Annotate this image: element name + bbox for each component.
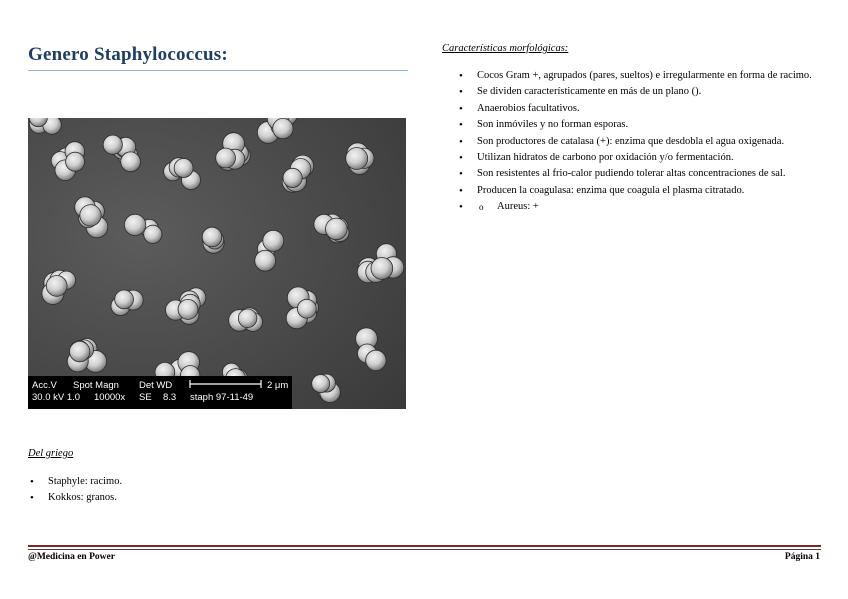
page-title: Genero Staphylococcus: bbox=[28, 44, 228, 65]
scale-wd-value: 8.3 bbox=[163, 392, 177, 403]
coccus-cell bbox=[103, 135, 122, 154]
list-item: • Producen la coagulasa: enzima que coagula el plasma citratado. bbox=[457, 183, 820, 199]
coccus-cell bbox=[312, 375, 330, 393]
list-item: • Son resistentes al frio-calor pudiendo tolerar altas concentraciones de sal. bbox=[457, 166, 820, 182]
coccus-cell bbox=[66, 152, 85, 171]
footer-rule bbox=[28, 545, 821, 547]
coccus-cell bbox=[46, 276, 67, 297]
scale-sample-id: staph 97-11-49 bbox=[190, 392, 254, 403]
coccus-cell bbox=[326, 218, 348, 240]
sub-list-container bbox=[457, 199, 820, 215]
coccus-cell bbox=[297, 299, 316, 318]
coccus-cell bbox=[115, 290, 134, 309]
coccus-cell bbox=[283, 168, 302, 187]
coccus-cell bbox=[124, 214, 145, 235]
title-underline bbox=[28, 70, 408, 71]
coccus-cell bbox=[178, 299, 198, 319]
list-item: • Utilizan hidratos de carbono por oxidación y/o fermentación. bbox=[457, 150, 820, 166]
list-item: • Se dividen característicamente en más de un plano (). bbox=[457, 84, 820, 100]
list-item: • Cocos Gram +, agrupados (pares, sueltos) e irregularmente en forma de racimo. bbox=[457, 68, 820, 84]
morph-list bbox=[457, 68, 820, 216]
scale-spot-magn-label: Spot Magn bbox=[73, 380, 119, 391]
coccus-cell bbox=[216, 148, 236, 168]
coccus-cell bbox=[346, 148, 368, 170]
coccus-cell bbox=[238, 309, 257, 328]
morph-heading: Características morfológicas: bbox=[442, 43, 569, 54]
coccus-cell bbox=[70, 341, 90, 361]
page-number: Página 1 bbox=[784, 552, 820, 562]
coccus-cell bbox=[121, 152, 141, 172]
list-item: • Son productores de catalasa (+): enzima que desdobla el agua oxigenada. bbox=[457, 134, 820, 150]
footer-rule-thin bbox=[28, 549, 821, 550]
coccus-cell bbox=[273, 118, 293, 138]
staphylococcus-micrograph bbox=[28, 118, 406, 409]
scale-det-value: SE bbox=[139, 392, 152, 403]
list-item: • Staphyle: racimo. bbox=[28, 474, 408, 490]
greek-heading: Del griego bbox=[28, 448, 74, 459]
list-item: • Anaerobios facultativos. bbox=[457, 101, 820, 117]
list-item: • Kokkos: granos. bbox=[28, 490, 408, 506]
scale-acc-label: Acc.V bbox=[32, 380, 57, 391]
scale-kv-value: 30.0 kV 1.0 bbox=[32, 392, 81, 403]
coccus-cell bbox=[144, 225, 162, 243]
coccus-cell bbox=[263, 230, 284, 251]
coccus-cell bbox=[366, 350, 386, 370]
sub-list-item: o • Aureus: + bbox=[479, 199, 820, 215]
scale-det-wd-label: Det WD bbox=[139, 380, 173, 391]
coccus-cell bbox=[255, 250, 276, 271]
scale-bar-value: 2 μm bbox=[267, 380, 289, 391]
footer-brand: @Medicina en Power bbox=[28, 552, 115, 562]
coccus-cell bbox=[80, 205, 101, 226]
greek-list bbox=[28, 474, 408, 507]
coccus-cell bbox=[371, 258, 393, 280]
list-item: • Son inmóviles y no forman esporas. bbox=[457, 117, 820, 133]
coccus-cell bbox=[202, 227, 222, 247]
scale-magn-value: 10000x bbox=[94, 392, 126, 403]
coccus-cell bbox=[174, 159, 193, 178]
